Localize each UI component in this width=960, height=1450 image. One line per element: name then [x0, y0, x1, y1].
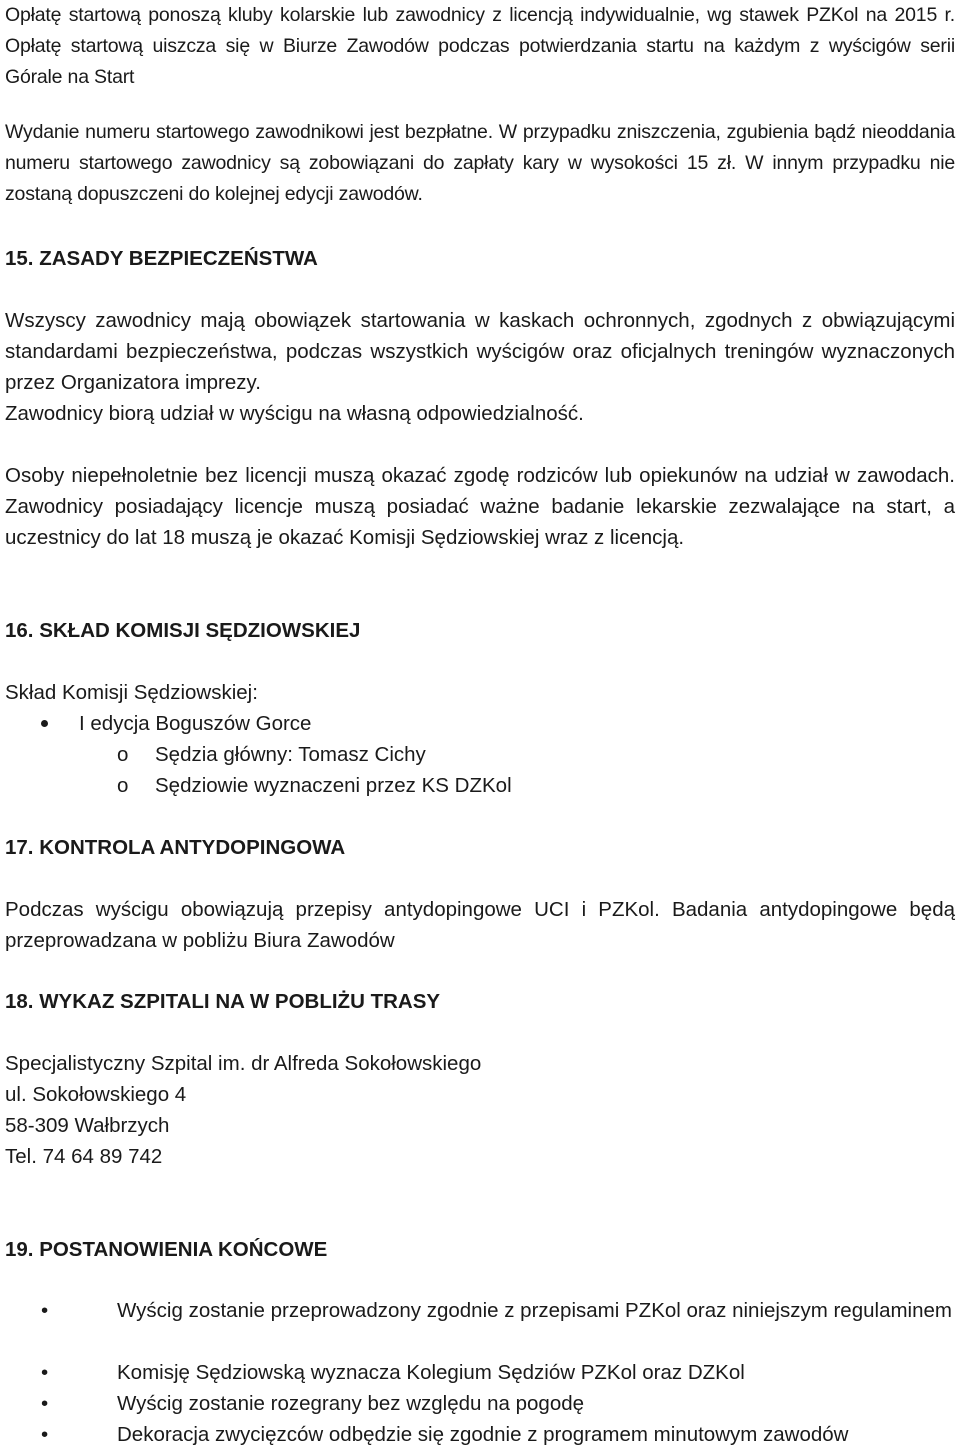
section-17-heading: 17. KONTROLA ANTYDOPINGOWA	[5, 836, 346, 859]
final-list-item: Dekoracja zwycięzców odbędzie się zgodnie z programem minutowym zawodów	[117, 1423, 849, 1446]
hospital-name: Specjalistyczny Szpital im. dr Alfreda Sokołowskiego	[5, 1052, 482, 1075]
final-list-item: Wyścig zostanie rozegrany bez względu na pogodę	[117, 1392, 585, 1415]
bullet-icon: •	[41, 1423, 49, 1446]
judges-intro: Skład Komisji Sędziowskiej:	[5, 681, 258, 704]
hospital-street: ul. Sokołowskiego 4	[5, 1083, 187, 1106]
hospital-phone: Tel. 74 64 89 742	[5, 1145, 163, 1168]
final-list-item: Komisję Sędziowską wyznacza Kolegium Sędziów PZKol oraz DZKol	[117, 1361, 745, 1384]
safety-paragraph-responsibility: Zawodnicy biorą udział w wyścigu na własną odpowiedzialność.	[5, 402, 584, 425]
section-15-heading: 15. ZASADY BEZPIECZEŃSTWA	[5, 247, 318, 270]
judges-list-item: I edycja Boguszów Gorce	[79, 712, 312, 735]
start-number-paragraph: Wydanie numeru startowego zawodnikowi jest bezpłatne. W przypadku zniszczenia, zgubienia bądź nieoddania numeru startowego zawodnicy są zobowiązani do zapłaty kary w wysokości 15 zł. W innym przypadku nie zostaną dopuszczeni do kolejnej edycji zawodów.	[5, 121, 955, 205]
doping-paragraph: Podczas wyścigu obowiązują przepisy antydopingowe UCI i PZKol. Badania antydopingowe będą przeprowadzana w pobliżu Biura Zawodów	[5, 898, 955, 952]
hospital-city: 58-309 Wałbrzych	[5, 1114, 170, 1137]
circle-bullet-icon: o	[117, 743, 129, 766]
fee-paragraph: Opłatę startową ponoszą kluby kolarskie lub zawodnicy z licencją indywidualnie, wg stawek PZKol na 2015 r. Opłatę startową uiszcza się w Biurze Zawodów podczas potwierdzania startu na każdym z wyścigów serii Górale na Start	[5, 4, 955, 88]
bullet-icon: •	[41, 1392, 49, 1415]
section-19-heading: 19. POSTANOWIENIA KOŃCOWE	[5, 1238, 328, 1261]
safety-paragraph-minors: Osoby niepełnoletnie bez licencji muszą okazać zgodę rodziców lub opiekunów na udział w zawodach. Zawodnicy posiadający licencje muszą posiadać ważne badanie lekarskie zezwalające na start, a uczestnicy do lat 18 muszą je okazać Komisji Sędziowskiej wraz z licencją.	[5, 464, 955, 549]
section-18-heading: 18. WYKAZ SZPITALI NA W POBLIŻU TRASY	[5, 990, 441, 1013]
bullet-icon: •	[41, 1299, 49, 1322]
judges-sublist-item: Sędziowie wyznaczeni przez KS DZKol	[155, 774, 512, 797]
bullet-icon: •	[41, 1361, 49, 1384]
judges-sublist-item: Sędzia główny: Tomasz Cichy	[155, 743, 426, 766]
final-list-item: Wyścig zostanie przeprowadzony zgodnie z przepisami PZKol oraz niniejszym regulaminem	[117, 1299, 952, 1322]
section-16-heading: 16. SKŁAD KOMISJI SĘDZIOWSKIEJ	[5, 619, 361, 642]
bullet-disc-icon	[41, 720, 48, 727]
circle-bullet-icon: o	[117, 774, 129, 797]
safety-paragraph-helmets: Wszyscy zawodnicy mają obowiązek startowania w kaskach ochronnych, zgodnych z obwiązującymi standardami bezpieczeństwa, podczas wszystkich wyścigów oraz oficjalnych treningów wyznaczonych przez Organizatora imprezy.	[5, 309, 955, 394]
